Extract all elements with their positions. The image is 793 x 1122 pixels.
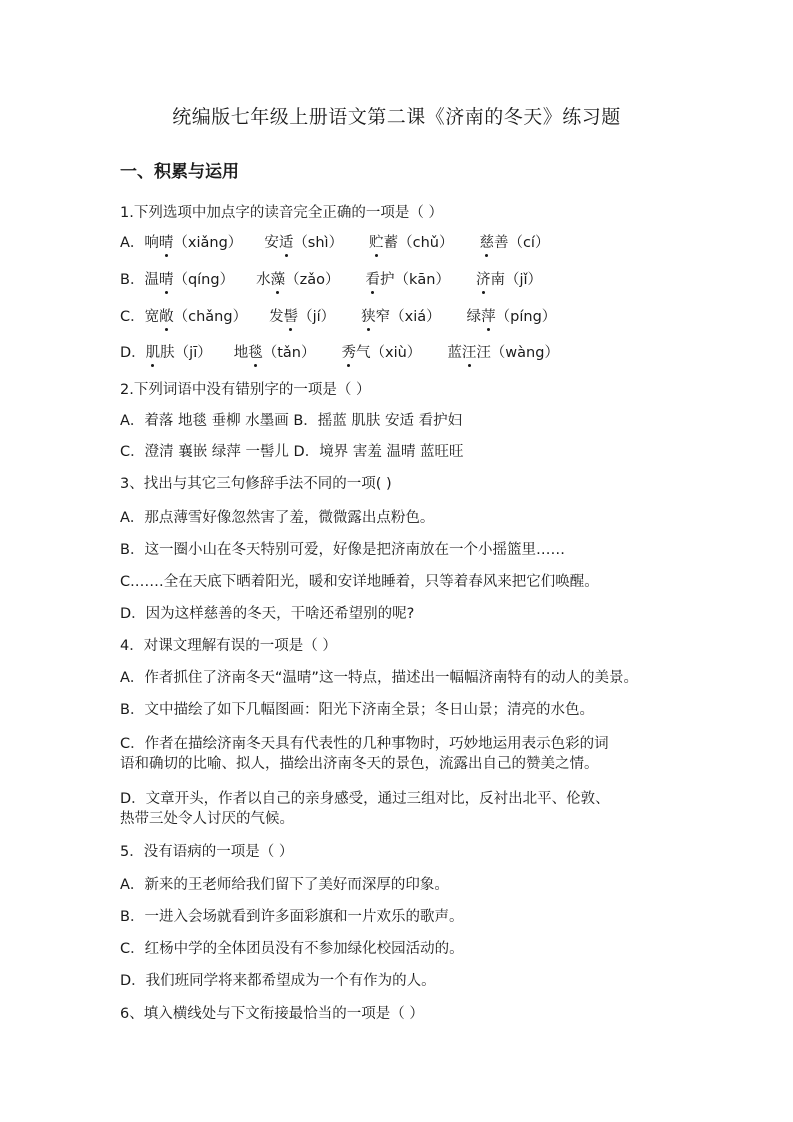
q3-stem: 3、找出与其它三句修辞手法不同的一项( ): [120, 476, 392, 492]
section-heading: 一、积累与运用: [120, 162, 239, 182]
q1-option-a: [120, 233, 549, 253]
option-label: B．: [120, 272, 145, 288]
q1-option-d: [120, 343, 559, 363]
item-pinyin: （zǎo）: [285, 272, 340, 288]
pronunciation-item: [269, 307, 335, 327]
item-prefix: 安: [264, 235, 279, 251]
item-pinyin: （chǎng）: [173, 309, 248, 325]
item-pinyin: 善（cí）: [493, 235, 550, 251]
item-pinyin: （shì）: [293, 235, 344, 251]
item-pinyin: （jí）: [298, 309, 336, 325]
q1-option-c: [120, 307, 556, 327]
item-pinyin: （píng）: [495, 309, 557, 325]
option-label: D．: [120, 345, 146, 361]
item-pinyin: 肤（jī）: [160, 345, 212, 361]
item-prefix: 绿: [466, 309, 482, 325]
item-pinyin: 汪（wàng）: [476, 345, 559, 361]
item-prefix: 宽: [144, 309, 160, 325]
emphasized-character: 毯: [248, 345, 263, 361]
q4-option-d-line2: 热带三处令人讨厌的气候。: [120, 811, 294, 827]
q4-option-c-line1: C．作者在描绘济南冬天具有代表性的几种事物时，巧妙地运用表示色彩的词: [120, 736, 609, 752]
item-pinyin: （qíng）: [173, 272, 235, 288]
item-pinyin: 蓄（chǔ）: [383, 235, 454, 251]
item-pinyin: 南（jǐ）: [490, 272, 543, 288]
pronunciation-item: [447, 343, 559, 363]
item-prefix: 水: [256, 272, 271, 288]
option-label: C．: [120, 309, 145, 325]
pronunciation-item: [479, 233, 549, 253]
emphasized-character: 晴: [158, 272, 174, 288]
q5-option-c: C．红杨中学的全体团员没有不参加绿化校园活动的。: [120, 941, 464, 957]
pronunciation-item: [145, 307, 247, 327]
pronunciation-item: [361, 307, 441, 327]
item-pinyin: （tǎn）: [262, 345, 316, 361]
q3-option-d: D．因为这样慈善的冬天，干啥还希望别的呢?: [120, 606, 415, 622]
item-prefix: 响: [144, 235, 159, 251]
option-label: A．: [120, 235, 145, 251]
pronunciation-item: [365, 270, 449, 290]
emphasized-character: 汪: [461, 345, 477, 361]
q3-option-a: A．那点薄雪好像忽然害了羞，微微露出点粉色。: [120, 510, 435, 526]
q3-option-c: C.……全在天底下晒着阳光，暖和安详地睡着，只等着春风来把它们唤醒。: [120, 574, 599, 590]
q1-option-b: [120, 270, 542, 290]
emphasized-character: 慈: [479, 235, 494, 251]
emphasized-character: 看: [365, 272, 380, 288]
emphasized-character: 髻: [283, 309, 299, 325]
emphasized-character: 济: [475, 272, 491, 288]
pronunciation-item: [476, 270, 542, 290]
item-prefix: 地: [233, 345, 249, 361]
pronunciation-item: [144, 270, 234, 290]
q5-stem: 5．没有语病的一项是（ ）: [120, 844, 294, 860]
emphasized-character: 敞: [159, 309, 174, 325]
emphasized-character: 秀: [341, 345, 356, 361]
q5-option-d: D．我们班同学将来都希望成为一个有作为的人。: [120, 973, 436, 989]
q3-option-b: B．这一圈小山在冬天特别可爱，好像是把济南放在一个小摇篮里……: [120, 542, 565, 558]
q4-option-d-line1: D．文章开头，作者以自己的亲身感受，通过三组对比，反衬出北平、伦敦、: [120, 791, 610, 807]
emphasized-character: 肌: [145, 345, 161, 361]
item-pinyin: 气（xiù）: [356, 345, 422, 361]
item-prefix: 发: [269, 309, 284, 325]
q2-options-ab: A．着落 地毯 垂柳 水墨画 B．摇蓝 肌肤 安适 看护妇: [120, 413, 463, 429]
q4-option-c-line2: 语和确切的比喻、拟人，描绘出济南冬天的景色，流露出自己的赞美之情。: [120, 756, 599, 772]
pronunciation-item: [256, 270, 339, 290]
q6-stem: 6、填入横线处与下文衔接最恰当的一项是（ ）: [120, 1006, 424, 1022]
emphasized-character: 藻: [270, 272, 286, 288]
q5-option-a: A．新来的王老师给我们留下了美好而深厚的印象。: [120, 877, 449, 893]
q1-stem: 1.下列选项中加点字的读音完全正确的一项是（ ）: [120, 205, 443, 221]
page-title: 统编版七年级上册语文第二课《济南的冬天》练习题: [172, 106, 621, 128]
q5-option-b: B．一进入会场就看到许多面彩旗和一片欢乐的歌声。: [120, 909, 464, 925]
pronunciation-item: [144, 233, 242, 253]
pronunciation-item: [234, 343, 316, 363]
item-pinyin: 护（kān）: [379, 272, 450, 288]
item-pinyin: （xiǎng）: [173, 235, 243, 251]
q2-stem: 2.下列词语中没有错别字的一项是（ ）: [120, 382, 371, 398]
emphasized-character: 适: [278, 235, 294, 251]
q4-option-b: B．文中描绘了如下几幅图画：阳光下济南全景；冬日山景；清亮的水色。: [120, 702, 594, 718]
item-pinyin: 窄（xiá）: [375, 309, 441, 325]
pronunciation-item: [342, 343, 422, 363]
emphasized-character: 晴: [158, 235, 174, 251]
pronunciation-item: [146, 343, 212, 363]
q4-option-a: A．作者抓住了济南冬天“温晴”这一特点，描述出一幅幅济南特有的动人的美景。: [120, 670, 638, 686]
emphasized-character: 狭: [361, 309, 376, 325]
pronunciation-item: [264, 233, 343, 253]
item-prefix: 蓝: [447, 345, 462, 361]
q4-stem: 4．对课文理解有误的一项是（ ）: [120, 638, 337, 654]
emphasized-character: 贮: [369, 235, 384, 251]
q2-options-cd: C．澄清 襄嵌 绿萍 一髻儿 D．境界 害羞 温晴 蓝旺旺: [120, 444, 464, 460]
pronunciation-item: [467, 307, 557, 327]
pronunciation-item: [369, 233, 453, 253]
emphasized-character: 萍: [481, 309, 496, 325]
item-prefix: 温: [144, 272, 159, 288]
